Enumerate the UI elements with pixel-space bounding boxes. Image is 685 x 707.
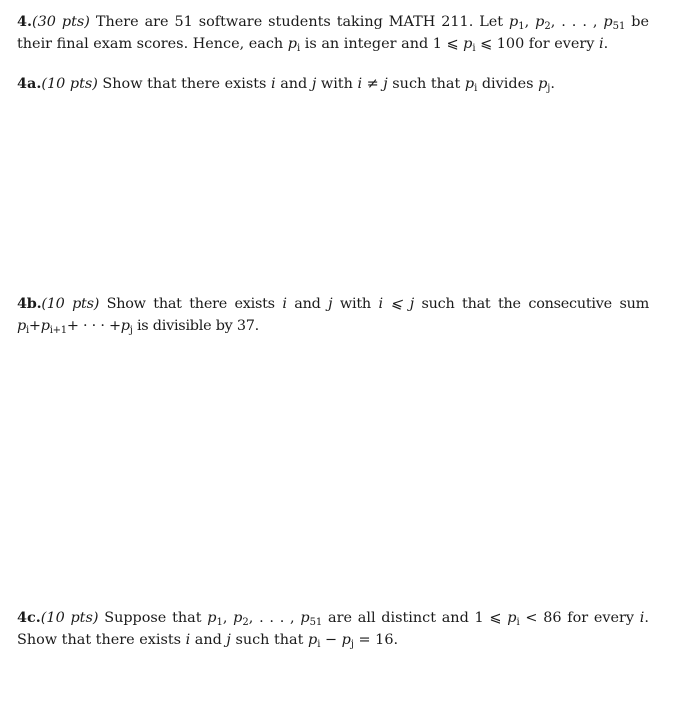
question-4c-statement (17, 607, 649, 651)
math-i: i (271, 76, 276, 92)
math-i: i (639, 610, 645, 626)
math-i: i (185, 632, 191, 648)
question-text: divides (477, 76, 539, 92)
math-i: i (599, 36, 604, 52)
question-text: such that (230, 632, 308, 648)
math-i: i (282, 296, 287, 312)
math-j: j (328, 296, 333, 312)
question-text: is divisible by 37. (132, 318, 260, 334)
math-condition: i ≠ j (357, 76, 388, 92)
math-pi: $p_i$ (287, 36, 301, 54)
sequence-expression: $p_1$, $p_2$, . . . , $p_{51}$ (207, 610, 323, 628)
math-j: j (311, 76, 317, 92)
math-pi: $p_i$ (464, 76, 478, 94)
math-j: j (226, 632, 231, 648)
sequence-expression: $p_1$, $p_2$, . . . , $p_{51}$ (509, 14, 626, 32)
question-number: 4b. (17, 295, 42, 312)
period: . (603, 36, 609, 52)
minus-sign: − (320, 632, 342, 648)
question-text: be their final exam scores. Hence, each (17, 14, 650, 52)
consecutive-sum-expression: $p_i+p_{i+1}+$ · · · $+p_j$ (17, 318, 133, 336)
question-points: (10 pts) (40, 610, 99, 626)
question-text: with (316, 76, 358, 92)
question-text: . Show that there exists (17, 610, 649, 648)
question-text: Show that there exists (97, 76, 272, 92)
question-text: such that (387, 76, 465, 92)
math-pi: $p_i$ (308, 632, 321, 650)
question-4a-statement (17, 73, 649, 95)
math-pj: $p_j$ (538, 76, 551, 94)
question-text: There are 51 software students taking MATH 211. Let (89, 14, 510, 30)
question-text: with (332, 296, 379, 312)
question-text: are all distinct and 1 ⩽ (322, 610, 508, 626)
question-text: is an integer and 1 ⩽ (300, 36, 464, 52)
question-points: (10 pts) (41, 296, 100, 312)
question-number: 4. (17, 13, 33, 30)
question-4-statement (17, 11, 649, 55)
math-pi: $p_i$ (463, 36, 476, 54)
question-number: 4a. (17, 75, 42, 92)
question-text: such that the consecutive sum (413, 296, 649, 312)
math-pi: $p_i$ (507, 610, 520, 628)
math-condition: i ⩽ j (378, 296, 414, 312)
math-pj: $p_j$ (341, 632, 354, 650)
question-text: = 16. (353, 632, 399, 648)
period: . (550, 76, 555, 92)
question-text: and (190, 632, 227, 648)
question-text: and (275, 76, 312, 92)
question-text: and (286, 296, 329, 312)
question-points: (30 pts) (32, 14, 90, 30)
question-text: ⩽ 100 for every (475, 36, 599, 52)
question-text: Suppose that (98, 610, 208, 626)
question-4b-statement (17, 293, 649, 337)
question-number: 4c. (17, 609, 41, 626)
question-points: (10 pts) (41, 76, 98, 92)
question-text: Show that there exists (99, 296, 283, 312)
question-text: < 86 for every (519, 610, 640, 626)
